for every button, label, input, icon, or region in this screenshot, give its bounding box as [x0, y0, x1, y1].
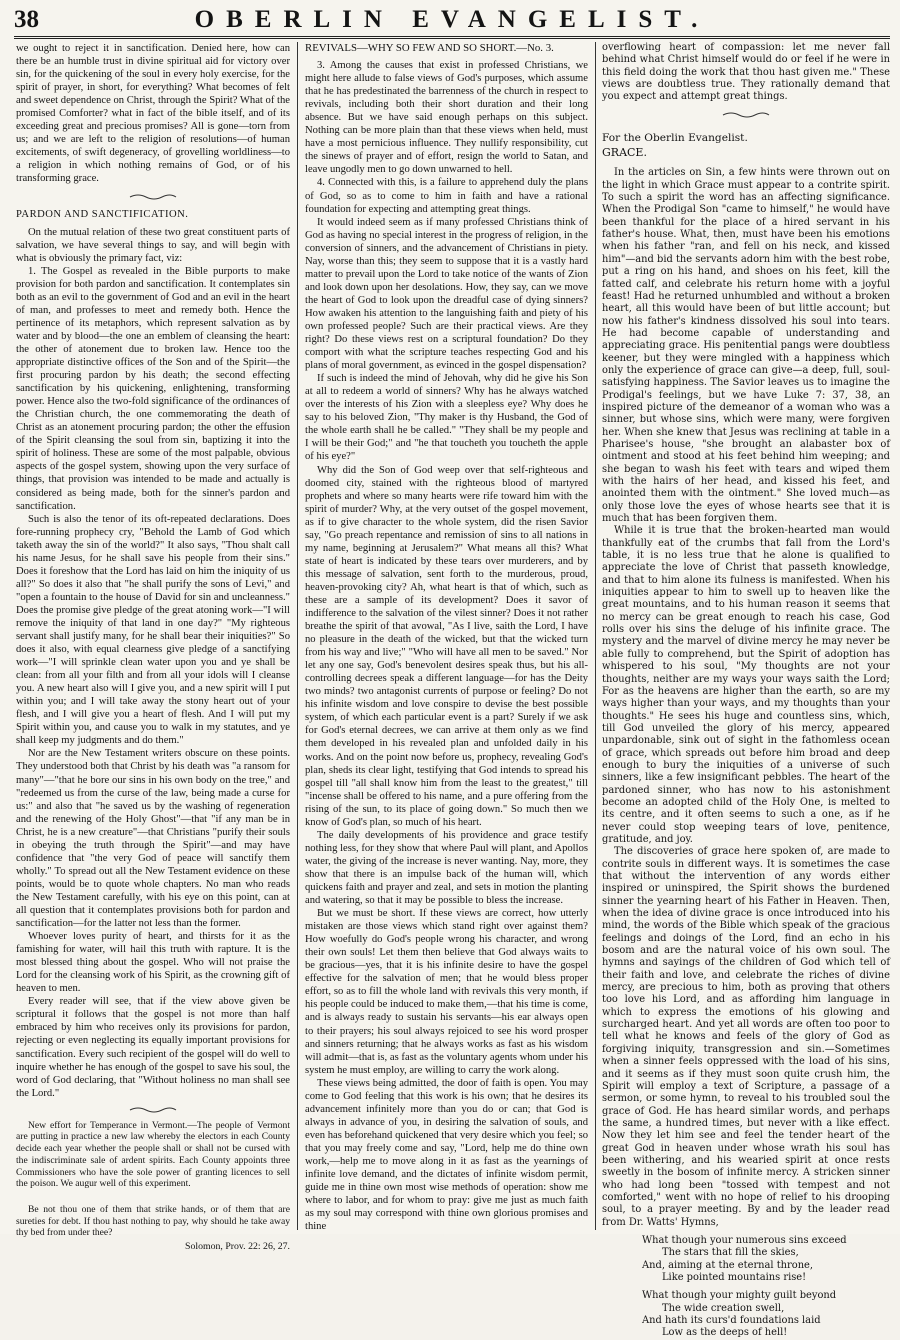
article-heading: PARDON AND SANCTIFICATION. [16, 208, 189, 220]
article-paragraph: It would indeed seem as if many professed Christians think of God as having no special interest in the progress of religion, in the conversion of sinners, and the advancement of Christians in piety. Nay, worse than this; they seem to suppose that it is a vastly hard matter to prevail upon the Lord to take notice of the wants of Zion and look down upon her desolations. How, they say, can we move the heart of God to look upon the dreadful case of dying sinners? How awaken his attention to the languishing faith and piety of his own professed people? Such are their practical views. Are they right? Do these views rest on a scriptural foundation? Do they comport with what the scripture teaches respecting God and his plans of moral government, as evinced in the gospel dispensation? [305, 216, 588, 372]
proverb-text: Be not thou one of them that strike hands, or of them that are sureties for debt. If thou hast nothing to pay, why should he take away thy bed from under thee? [16, 1203, 290, 1239]
masthead [14, 5, 890, 35]
page-number: 38 [14, 6, 39, 33]
paper-title: OBERLIN EVANGELIST. [194, 6, 710, 33]
column-divider [297, 42, 298, 1230]
article-paragraph: The discoveries of grace here spoken of, are made to contrite souls in different ways. It is sometimes the case that without the intervention of any words either inspired or uninspired, the Spirit shows the burdened sinner the yearning heart of his Father in Heaven. Then, when the idea of divine grace is once introduced into his mind, the words of the Bible which speak of the gracious feelings and doings of the Lord, find an echo in his bosom and are the natural voice of his own soul. The hymns and sayings of the children of God which tell of their faith and love, and celebrate the riches of divine mercy, are precious to him, both as proving that others too love his Lord, and as affording him language in which to express the emotions of his glowing and surcharged heart. And yet all words are often too poor to tell what he knows and feels of the glory of God as forgiving iniquity, transgression and sin.—Sometimes when a sinner feels oppressed with the load of his sins, and it seems as if they must soon quite crush him, the Spirit will employ a text of Scripture, a passage of a sermon, or some hymn, to reveal to his troubled soul the grace of God. He has heard similar words, and perhaps the same, a hundred times, but never with a like effect. Now they let him see and feel the tender heart of the great God in heaven under whose wrath his soul has been withering, and his wearied spirit at once rests sweetly in the bosom of infinite mercy. A stricken sinner who had long been "tossed with tempest and not comforted," went with no hope of relief to his drooping soul, to a prayer meeting. By and by the leader read from Dr. Watts' Hymns, [602, 846, 890, 1228]
column-divider [595, 42, 596, 1230]
section-ornament [118, 1100, 188, 1120]
column-2 [305, 42, 588, 1233]
article-heading: GRACE. [602, 146, 647, 160]
hymn-verse [602, 1235, 890, 1340]
poem-line: Low as the deeps of hell! [662, 1327, 788, 1339]
article-paragraph: Nor are the New Testament writers obscure on these points. They understood both that Christ by his death was "a ransom for many"—"that he bore our sins in his own body on the tree," and "redeemed us from the curse of the law, being made a curse for us:" and also that "he saved us by the washing of regeneration and the renewing of the Holy Ghost"—that "if any man be in Christ, he is a new creature"—that Christians "purify their souls in obeying the truth through the Spirit"—and may have confidence that "the very God of peace will sanctify them wholly." To spread out all the New Testament evidence on these points, would be to quote whole chapters. No man who reads the New Testament carefully, with his eye on this point, can at all question that it contemplates provisions both for pardon and sanctification—for the latter not less than the former. [16, 748, 290, 930]
poem-line: What though your mighty guilt beyond [642, 1290, 837, 1302]
article-paragraph: Every reader will see, that if the view above given be scriptural it follows that the gospel is not more than half embraced by him who receives only its provisions for pardon, rejecting or even neglecting its equally important provisions for sanctification. Every such recipient of the gospel will do well to inquire whether he has enough of the gospel to save his soul, the word of God declaring, that "Without holiness no man shall see the Lord." [16, 996, 290, 1099]
article-paragraph: Whoever loves purity of heart, and thirsts for it as the famishing for water, will hail this truth with rapture. It is the most blessed thing about the gospel. Who will not praise the Lord for the cleansing work of his Spirit, as the crowning gift of heaven to men. [16, 931, 290, 995]
article-paragraph: These views being admitted, the door of faith is open. You may come to God feeling that this work is his own; that he desires its advancement infinitely more than you do or can; that God is always in advance of you, in desiring the salvation of souls, and even has beforehand quickened that very desire which you feel; so that you may freely come and say, "Lord, help me do thine own work,—help me to move along in it as fast as the yearnings of infinite love demand, and the dictates of infinite wisdom permit, guide me in thine own most wise methods of operation: show me where to labor, and for whom to pray: give me just as much faith as my soul may correspond with thine own glorious promises and thine [305, 1077, 588, 1233]
poem-line: Like pointed mountains rise! [662, 1272, 807, 1283]
proverb-reference: Solomon, Prov. 22: 26, 27. [185, 1241, 290, 1253]
article-paragraph: 4. Connected with this, is a failure to apprehend duly the plans of God, so as to come to him in faith and have a rational foundation for expecting and attempting great things. [305, 177, 588, 215]
section-ornament [711, 104, 781, 126]
continued-text: overflowing heart of compassion: let me never fall behind what Christ himself would do or feel if he were in this field doing the work that thou hast given me." These views are doubtless true. They rationally demand that you expect and attempt great things. [602, 42, 890, 103]
article-paragraph: Why did the Son of God weep over that self-righteous and doomed city, stained with the righteous blood of martyred prophets and where so many hearts were rife toward him with the spirit of murder? Why, at the very outset of the gospel movement, as if to give character to the whole system, did the risen Savior say, "Go preach repentance and remission of sins to all nations in my name, beginning at Jerusalem?" What means all this? What state of heart is indicated by these tears over murderers, and by this message of salvation, sent forth to the murderous, proud, heaven-provoking city? Ah, what heart is that of which, such as these are a sample of its development? Does it savor of indifference to the salvation of the vilest sinner? Does it not rather breathe the spirit of that avowal, "As I live, saith the Lord, I have no pleasure in the death of the wicked, but that the wicked turn from his way and live;" "Who will have all men to be saved." Nor let any one say, God's benevolent desires speak thus, but his all-controlling decrees speak a different language—for has the Deity two minds? two antagonist currents of purpose or feeling? Do not his infinite wisdom and love conspire to devise the best possible system, of which each particular event is a part? Surely if we ask for God's eternal decrees, we can arrive at them only as we find them developed in his revealed plan and unfolded daily in his works. And on the point now before us, prophecy, revealing God's plan, sheds its clear light, testifying that God intends to spread his gospel till "all shall know him from the least to the greatest," till "incense shall be offered to his name, and a pure offering from the rising of the sun, to its place of going down." So much then we know of God's plan, so much of his heart. [305, 464, 588, 828]
continued-text: we ought to reject it in sanctification. Denied here, how can there be an humble trust in divine spiritual aid for victory over sin, for the quickening of the soul in every holy exercise, for the spirit of prayer, in short, for everything? What becomes of felt and sweet dependence on Christ, through the Spirit? What of the promised Comforter? what in fact of the bible itself, and of its exceeding great and precious promises? All is gone—torn from us; and we are left to the religion of resolutions—of human excitements, of swift degeneracy, of grovelling worldliness—to a religion in which nothing remains of God, or of his transforming grace. [16, 43, 290, 185]
article-paragraph: 3. Among the causes that exist in professed Christians, we might here allude to false views of God's purposes, which assume that he has predestinated the barrenness of the church in respect to revivals, including both their short duration and their long absence. But we have said enough perhaps on this subject. Nothing can be more plain than that these views when held, must have a most pernicious influence. They nullify responsibility, cut the sinews of prayer and of effort, resign the world to Satan, and leave ungodly men to go down unwarned to hell. [305, 60, 588, 176]
article-paragraph: On the mutual relation of these two great constituent parts of salvation, we have several things to say, and will begin with what is obviously the primary fact, viz: [16, 226, 290, 264]
poem-line: And, aiming at the eternal throne, [642, 1259, 814, 1271]
section-ornament [118, 186, 188, 208]
article-paragraph: In the articles on Sin, a few hints were thrown out on the light in which Grace must appear to a contrite spirit. To such a spirit the word has an affecting significance. When the Prodigal Son "came to himself," he would have been thankful for the place of a hired servant in his father's house. What, then, must have been his emotions when his father "ran, and fell on his neck, and kissed him"—and bid the servants adorn him with the best robe, put a ring on his hand, and shoes on his feet, kill the fatted calf, and celebrate his return home with a joyful feast! Had he returned unhumbled and without a broken heart, all this would have been of but little account; but now his father's kindness dissolved his soul into tears. He had become capable of understanding and appreciating grace. His penitential pangs were doubtless keener, but they were mingled with a happiness which only the experience of grace can give—a deep, full, soul-satisfying happiness. The Savior leaves us to imagine the Prodigal's feelings, but we have Luke 7: 37, 38, an inspired picture of the demeanor of a woman who was a sinner, but whose sins, which were many, were forgiven her. When she knew that Jesus was reclining at table in a Pharisee's house, "she brought an alabaster box of ointment and stood at his feet behind him weeping; and she began to wash his feet with tears and wiped them with the hairs of her head, and kissed his feet, and anointed them with the ointment." She loved much—as only those love the eyes of whose hearts see that it is much that has been forgiven them. [602, 167, 890, 525]
column-1 [16, 42, 290, 1253]
masthead-rule [14, 36, 890, 39]
article-byline: For the Oberlin Evangelist. [602, 131, 748, 144]
article-paragraph: Such is also the tenor of its oft-repeated declarations. Does fore-running prophecy cry, "Behold the Lamb of God which taketh away the sin of the world?" It also says, "Thou shalt call his name Jesus, for he shall save his people from their sins." Does it foreshow that the Lord has laid on him the iniquity of us all?" So does it also that "he shall purify the sons of Levi," and "open a fountain to the house of David for sin and uncleanness." Does the promise give pledge of the great atoning work—"I will remove the iniquity of that land in one day?" "My righteous servant shall justify many, for he shall bear their iniquities?" So does it also, with equal clearness give pledge of a sanctifying work—"I will sprinkle clean water upon you and ye shall be clean: from all your filth and from all your idols will I cleanse you. A new heart also will I give you, and a new spirit will I put within you; and I will take away the stony heart out of your flesh, and I will give you a heart of flesh. And I will put my Spirit within you, and cause you to walk in my statutes, and ye shall keep my judgments and do them." [16, 513, 290, 747]
article-paragraph: The daily developments of his providence and grace testify nothing less, for they show that where Paul will plant, and Apollos water, the giving of the increase is never wanting. Nay, more, they show that there is an impulse back of the human will, which quickens faith and prayer and zeal, and sets in motion the planting and watering, so that it may be possible to bless the increase. [305, 829, 588, 907]
article-heading: REVIVALS—WHY SO FEW AND SO SHORT.—No. 3. [305, 42, 554, 54]
article-paragraph: But we must be short. If these views are correct, how utterly mistaken are those views which stand right over against them? How woefully do God's people wrong his character, and wrong their own souls! Let them then believe that God always waits to be gracious—yes, that it is his infinite desire to have the gospel effective for the salvation of men; that he would bless proper effort, so as to fill the whole land with revivals this very month, if his people could be induced to make them,—that his time is come, and is always ready to sustain his servants—his ear always open to their prayers; his soul always rejoiced to see his word prosper and sinners returning; that he always works as fast as his wisdom will admit—that is, as fast as the voluntary agents whom under his system he must employ, are willing to carry the work along. [305, 908, 588, 1076]
proverb-note [16, 1204, 290, 1252]
poem-line: What though your numerous sins exceed [642, 1234, 847, 1246]
poem-line: The stars that fill the skies, [662, 1247, 799, 1259]
article-paragraph: While it is true that the broken-hearted man would thankfully eat of the crumbs that fall from the Lord's table, it is no less true that he alone is qualified to appreciate the love of Christ that passeth knowledge, and that to him alone its fulness is manifested. When his iniquities appear to him to swell up to heaven like the great mountains, and to his human reason it seems that no mercy can be great enough to reach his case, God rolls over his sins the deluge of his infinite grace. The mystery and the marvel of divine mercy he may never be able fully to comprehend, but the Spirit of adoption has whispered to his soul, "My thoughts are not your thoughts, neither are my ways your ways saith the Lord; For as the heavens are higher than the earth, so are my ways higher than your ways, and my thoughts than your thoughts." He sees his huge and countless sins, which, till God unveiled the glory of his mercy, appeared unpardonable, sink out of sight in the fathomless ocean of grace, which spreads out before him broad and deep enough to bury the iniquities of a universe of such sinners, like a few insignificant pebbles. The heart of the pardoned sinner, who has now to his astonishment become an adopted child of the Holy One, is melted to its centre, and it often seems to such a one, as if he never could stop weeping tears of love, penitence, gratitude, and joy. [602, 525, 890, 845]
poem-line: The wide creation swell, [662, 1302, 785, 1314]
poem-line: And hath its curs'd foundations laid [642, 1315, 821, 1327]
article-paragraph: If such is indeed the mind of Jehovah, why did he give his Son at all to redeem a world of sinners? Why has he always watched over the interests of his Zion with a sleepless eye? Why does he say to his beloved Zion, "Thy maker is thy Husband, the God of the whole earth shall he be called." "They shall be my people and I will be their God;" and "he that toucheth you toucheth the apple of his eye?" [305, 373, 588, 463]
note-text: New effort for Temperance in Vermont.—The people of Vermont are putting in practice a new law whereby the electors in each County decide each year whether the people shall or shall not be cursed with the indiscriminate sale of ardent spirits. Each County appoints three Commissioners who have the sole power of granting licences to sell the poison. We augur well of this experiment. [16, 1119, 290, 1190]
column-3 [602, 42, 890, 1339]
temperance-note [16, 1120, 290, 1190]
article-paragraph: 1. The Gospel as revealed in the Bible purports to make provision for both pardon and sanctification. It contemplates sin both as an evil to the government of God and an evil in the heart of man, and professes to meet and remedy both. Hence the pertinence of its metaphors, which represent salvation as by water and by blood—the one an emblem of cleansing the heart: the other of atonement due to broken law. Hence too the appropriate distinctive offices of the Son and of the Spirit—the first procuring pardon by his death; the second effecting sanctification by his quickening, enlightening, transforming power. Hence also the two-fold significance of the ordinances of the Christian church, the one commemorating the death of Christ as an atonement procuring pardon; the other the effusion of the Spirit cleansing the soul from sin, baptizing it into the spirit of holiness. These are some of the most palpable, obvious aspects of the gospel system, showing upon the very surface of things, that provision was intended to be made and actually is considered as being made, both for the sinner's pardon and sanctification. [16, 265, 290, 512]
